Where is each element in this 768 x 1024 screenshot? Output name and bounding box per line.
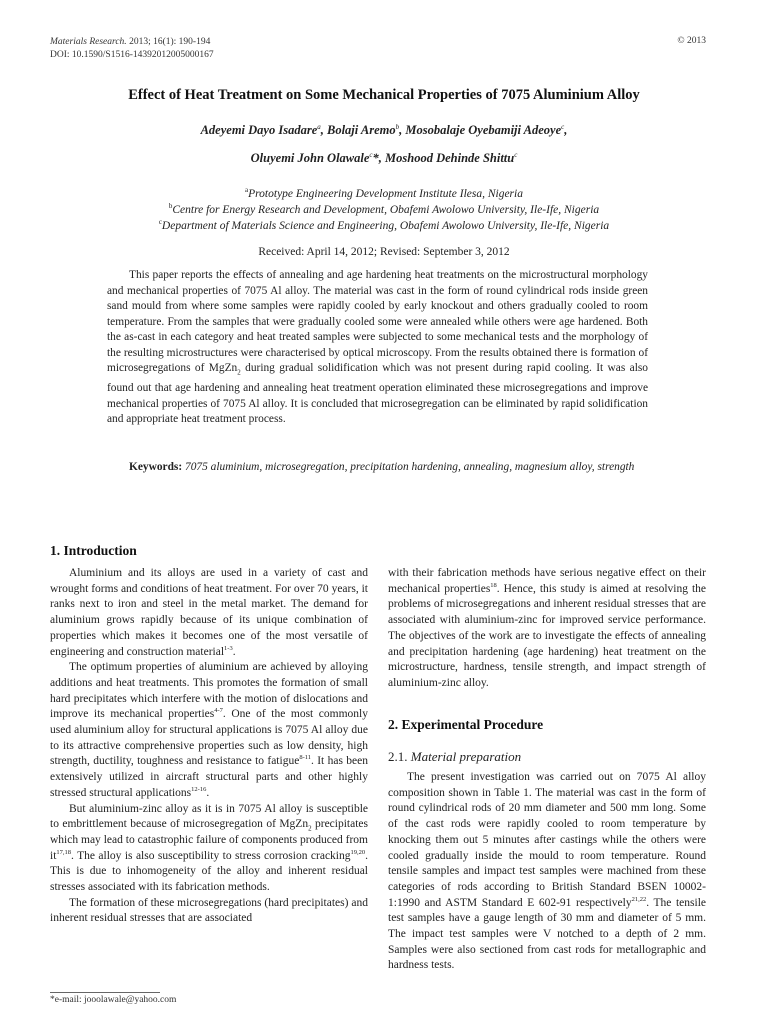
- text: . This is due to inhomogeneity of the alloy and inherent residual stresses associated with its fabrication methods.: [50, 849, 368, 894]
- footnote-email: *e-mail: jooolawale@yahoo.com: [50, 995, 177, 1005]
- separator: ,: [399, 123, 406, 138]
- citation-ref: 1-3: [224, 644, 233, 652]
- keywords-text: 7075 aluminium, microsegregation, precipitation hardening, annealing, magnesium alloy, strength: [185, 461, 635, 473]
- journal-citation: 2013; 16(1): 190-194: [129, 37, 211, 47]
- abstract-text: during gradual solidification which was not present during rapid cooling. It was also found out that age hardening and annealing heat treatment operation eliminated these microsegregations and improve mechanical properties of 7075 Al alloy. It is concluded that microsegregation can be eliminated by rapid solidification and appropriate heat treatment process.: [107, 362, 648, 426]
- paragraph: [388, 566, 706, 692]
- text: The present investigation was carried out on 7075 Al alloy composition shown in Table 1. The material was cast in the form of round cylindrical rods of 20 mm diameter and 500 mm long. Some of the cast rods were rapidly cooled to room temperature by knocking them out 5 minutes after castings while the others were cooled gradually inside the mould to room temperature. Round tensile samples and impact test samples were machined from these categories of rods according to British Standard BSEN 10002-1:1990 and ASTM Standard E 602-91 respectively: [388, 771, 706, 909]
- author-name: Bolaji Aremo: [327, 123, 396, 138]
- affil-mark: c: [514, 151, 518, 159]
- author-name: Moshood Dehinde Shittu: [385, 151, 515, 166]
- text: .: [232, 645, 236, 658]
- affil-mark: c: [561, 123, 565, 131]
- paragraph: [388, 770, 706, 974]
- affiliation-text: Department of Materials Science and Engineering, Obafemi Awolowo University, Ile-Ife, Nigeria: [161, 219, 610, 232]
- text: . The alloy is also susceptibility to stress corrosion cracking: [71, 849, 351, 862]
- corresponding-mark: *: [372, 151, 379, 166]
- left-column: [50, 566, 368, 927]
- abstract: [107, 268, 648, 428]
- citation-ref: 21,22: [631, 895, 647, 903]
- citation-ref: 19,20: [350, 848, 366, 856]
- author-name: Adeyemi Dayo Isadare: [200, 123, 318, 138]
- paragraph: [50, 566, 368, 660]
- doi: DOI: 10.1590/S1516-14392012005000167: [50, 50, 214, 60]
- affil-mark: c: [158, 218, 162, 226]
- subscript: 2: [237, 368, 241, 377]
- citation-ref: 8-11: [299, 754, 311, 762]
- citation-ref: 4-7: [214, 707, 223, 715]
- author-name: Mosobalaje Oyebamiji Adeoye: [405, 123, 562, 138]
- text: The formation of these microsegregations (hard precipitates) and inherent residual stresses that are associated: [50, 896, 368, 925]
- keywords-label: Keywords:: [129, 461, 183, 473]
- paragraph: [50, 660, 368, 801]
- affil-mark: a: [317, 123, 321, 131]
- journal-header: [50, 36, 214, 62]
- text: But aluminium-zinc alloy as it is in 7075 Al alloy is susceptible to embrittlement because of microsegregation of MgZn: [50, 802, 368, 831]
- author-line-2: [0, 151, 768, 166]
- right-column-bottom: [388, 770, 706, 974]
- citation-ref: 17,18: [56, 848, 72, 856]
- subsection-title: Material preparation: [410, 749, 522, 764]
- right-column-top: [388, 566, 706, 692]
- citation-ref: 18: [490, 581, 497, 589]
- text: . It has been extensively utilized in aircraft structural parts and other highly stressed structural applications: [50, 755, 368, 799]
- separator: ,: [378, 151, 386, 166]
- affiliation-text: Prototype Engineering Development Institute Ilesa, Nigeria: [248, 187, 523, 200]
- paragraph: [50, 802, 368, 896]
- text: .: [206, 786, 210, 799]
- affil-mark: b: [168, 202, 173, 210]
- affil-mark: b: [395, 123, 400, 131]
- separator: ,: [320, 123, 327, 138]
- citation-ref: 12-16: [191, 786, 207, 794]
- abstract-text: This paper reports the effects of annealing and age hardening heat treatments on the microstructural morphology and mechanical properties of 7075 Al alloy. The material was cast in the form of round cylindrical rods inside green sand mould from where some samples were rapidly cooled by early knockout and others gradually cooled to room temperature. From the samples that were gradually cooled some were annealed while others were age hardened. Both the as-cast in each category and heat treated samples were subjected to some mechanical tests and the morphology of the resulting microstructures were characterised by optical microscopy. From the results obtained there is formation of microsegregations of MgZn: [107, 269, 648, 375]
- affiliation-c: [0, 214, 768, 234]
- text: . The tensile test samples have a gauge length of 30 mm and diameter of 5 mm. The impact test samples were V notched to a depth of 2 mm. Samples were also sectioned from cast rods for metallographic and hardness tests.: [388, 896, 706, 972]
- affil-mark: a: [245, 186, 249, 194]
- text: with their fabrication methods have serious negative effect on their mechanical properties: [388, 567, 706, 595]
- copyright: © 2013: [677, 36, 706, 46]
- footnote-rule: [50, 992, 160, 993]
- affiliation-text: Centre for Energy Research and Development, Obafemi Awolowo University, Ile-Ife, Nigeria: [172, 203, 600, 216]
- subsection-heading: [388, 749, 521, 765]
- paper-title: Effect of Heat Treatment on Some Mechanical Properties of 7075 Aluminium Alloy: [128, 87, 640, 103]
- subscript: 2: [308, 824, 312, 833]
- author-name: Oluyemi John Olawale: [250, 151, 370, 166]
- subsection-number: 2.1.: [388, 749, 408, 764]
- received-dates: Received: April 14, 2012; Revised: September 3, 2012: [258, 246, 510, 258]
- text: The optimum properties of aluminium are achieved by alloying additions and heat treatments. This promotes the formation of small hard precipitates which interfere with the motion of dislocations and improve its mechanical properties: [50, 661, 368, 721]
- affil-mark: c: [369, 151, 373, 159]
- keywords: [107, 460, 648, 476]
- journal-name: Materials Research.: [50, 37, 127, 47]
- text: Aluminium and its alloys are used in a variety of cast and wrought forms and conditions of heat treatment. For over 70 years, it ranks next to iron and steel in the metal market. The demand for aluminium grows rapidly because of its unique combination of properties which makes it becomes one of the most versatile of engineering and construction material: [50, 567, 368, 658]
- author-line-1: Adeyemi Dayo Isadare$^a$, Bolaji Aremo$^b$, Mosobalaje Oyebamiji Adeoye$^c$,: [200, 123, 568, 138]
- text: precipitates which may lead to catastrophic failure of components produced from it: [50, 818, 368, 862]
- paragraph: [50, 896, 368, 927]
- text: . Hence, this study is aimed at resolving the problems of microsegregations and inherent residual stresses that are associated with aluminium-zinc for improved service performance. The objectives of the work are to investigate the effects of annealing and precipitation hardening (age hardening) heat treatment on the microstructure, hardness, tensile strength, and impact strength of aluminium-zinc alloy.: [388, 582, 706, 689]
- text: . One of the most commonly used aluminium alloy for structural applications is 7075 Al alloy due to its attractive comprehensive properties such as low density, high strength, ductility, toughness and resistance to fatigue: [50, 708, 369, 768]
- section-heading-introduction: 1. Introduction: [50, 543, 137, 558]
- section-heading-experimental: 2. Experimental Procedure: [388, 717, 544, 732]
